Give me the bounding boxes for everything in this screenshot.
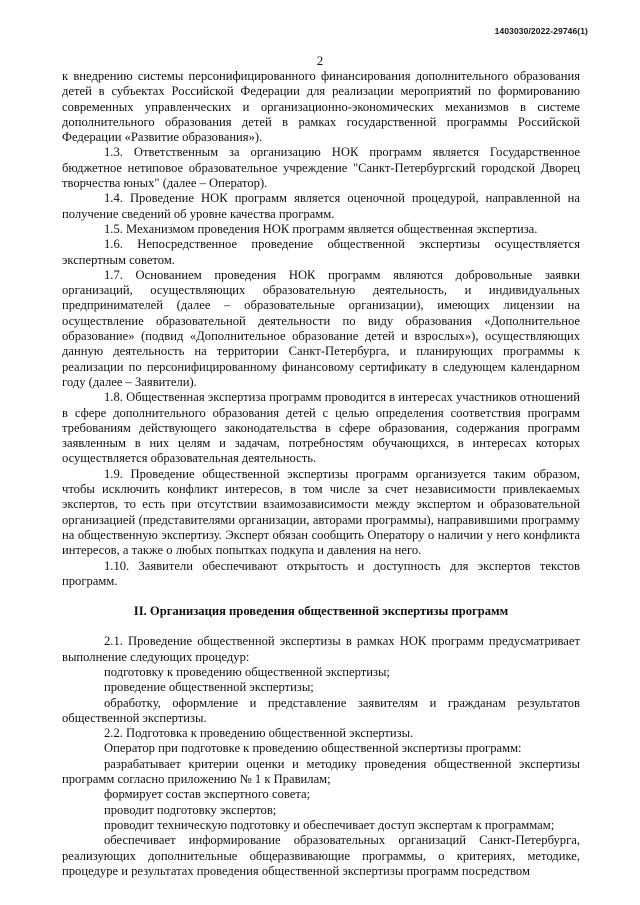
- document-body: [62, 69, 580, 879]
- paragraph-1-3: 1.3. Ответственным за организацию НОК программ является Государственное бюджетное нетиповое образовательное учреждение "Санкт-Петербургский городской Дворец творчества юных" (далее – Оператор).: [62, 145, 580, 191]
- page-number: 2: [316, 53, 324, 68]
- paragraph-2-2: 2.2. Подготовка к проведению общественной экспертизы.: [104, 726, 414, 741]
- paragraph-1-4: 1.4. Проведение НОК программ является оценочной процедурой, направленной на получение сведений об уровне качества программ.: [62, 191, 580, 221]
- list-item: формирует состав экспертного совета;: [104, 787, 311, 802]
- paragraph-2-1: 2.1. Проведение общественной экспертизы в рамках НОК программ предусматривает выполнение следующих процедур:: [62, 634, 580, 664]
- paragraph-1-8: 1.8. Общественная экспертиза программ проводится в интересах участников отношений в сфере дополнительного образования детей с целью определения соответствия программ требованиям действующего законодательства в сфере образования, содержания программ заявленным в них целям и задачам, потребностям обучающихся, в интересах которых осуществляется образовательная деятельность.: [62, 390, 580, 466]
- spacer: [62, 619, 580, 634]
- paragraph-operator: Оператор при подготовке к проведению общественной экспертизы программ:: [104, 741, 522, 756]
- paragraph-1-10: 1.10. Заявители обеспечивают открытость и доступность для экспертов текстов программ.: [62, 558, 580, 588]
- list-item: обработку, оформление и представление заявителям и гражданам результатов общественной экспертизы.: [62, 695, 580, 725]
- list-item: подготовку к проведению общественной экспертизы;: [104, 664, 390, 679]
- section-heading: II. Организация проведения общественной экспертизы программ: [133, 604, 509, 619]
- paragraph-continuation: к внедрению системы персонифицированного финансирования дополнительного образования детей в субъектах Российской Федерации для реализации мероприятий по формированию современных управленческих и организационно-экономических механизмов в системе дополнительного образования детей в рамках государственной программы Российской Федерации «Развитие образования»).: [62, 69, 580, 145]
- list-item: проводит техническую подготовку и обеспечивает доступ экспертам к программам;: [104, 817, 555, 832]
- list-item: обеспечивает информирование образовательных организаций Санкт-Петербурга, реализующих дополнительные общеразвивающие программы, о критериях, методике, процедуре и результатах проведения общественной экспертизы программ посредством: [62, 833, 580, 878]
- list-item: проведение общественной экспертизы;: [104, 680, 314, 695]
- document-number: 1403030/2022-29746(1): [494, 26, 588, 36]
- paragraph-1-9: 1.9. Проведение общественной экспертизы программ организуется таким образом, чтобы исключить конфликт интересов, в том числе за счет независимости привлекаемых экспертов, то есть при отсутствии взаимозависимости между экспертом и образовательной организацией (представителями организации, авторами программы), направившими программу на общественную экспертизу. Эксперт обязан сообщить Оператору о наличии у него конфликта интересов, а также о любых попытках подкупа и давления на него.: [62, 466, 580, 558]
- spacer: [62, 589, 580, 604]
- paragraph-1-5: 1.5. Механизмом проведения НОК программ является общественная экспертиза.: [104, 221, 538, 236]
- list-item: проводит подготовку экспертов;: [104, 802, 277, 817]
- paragraph-1-7: 1.7. Основанием проведения НОК программ являются добровольные заявки организаций, осуществляющих образовательную деятельность, и индивидуальных предпринимателей (далее – образовательные организации), имеющих лицензии на осуществление образовательной деятельности по виду образования «Дополнительное образование» (подвид «Дополнительное образование детей и взрослых»), осуществляющих данную деятельность на территории Санкт-Петербурга, и планирующих программы к реализации по персонифицированному финансовому сертификату в следующем календарном году (далее – Заявители).: [62, 267, 580, 389]
- list-item: разрабатывает критерии оценки и методику проведения общественной экспертизы программ согласно приложению № 1 к Правилам;: [62, 756, 580, 787]
- paragraph-1-6: 1.6. Непосредственное проведение общественной экспертизы осуществляется экспертным советом.: [62, 237, 580, 267]
